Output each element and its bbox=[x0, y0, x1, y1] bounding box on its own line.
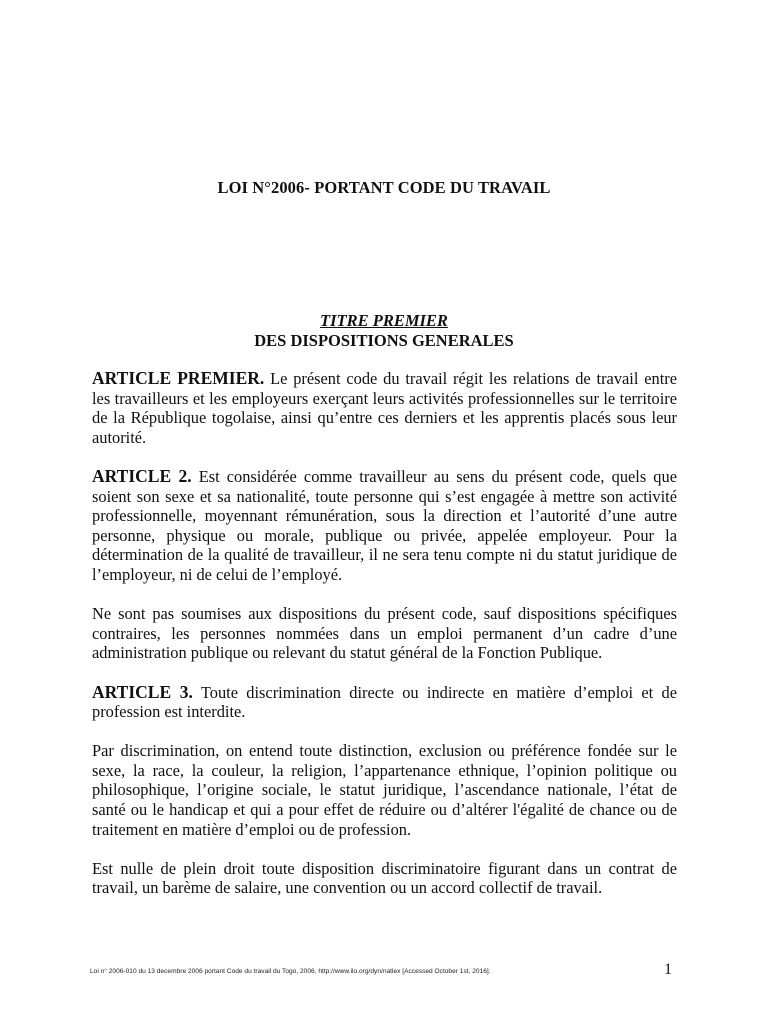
paragraph-text: Est nulle de plein droit toute disposition discriminatoire figurant dans un contrat de travail, un barème de salaire, une convention ou un accord collectif de travail. bbox=[92, 858, 677, 898]
section-heading: TITRE PREMIER bbox=[320, 311, 448, 330]
paragraph-article-3-definition bbox=[92, 741, 677, 839]
paragraph-text: Est considérée comme travailleur au sens du présent code, quels que soient son sexe et sa nationalité, toute personne qui s’est engagée à mettre son activité professionnelle, moyennant rémunération, sous la direction et l’autorité d’une autre personne, physique ou morale, publique ou privée, appelée employeur. Pour la détermination de la qualité de travailleur, il ne sera tenu compte ni du statut juridique de l’employeur, ni de celui de l’employé. bbox=[92, 466, 677, 584]
paragraph-text: Par discrimination, on entend toute distinction, exclusion ou préférence fondée sur le sexe, la race, la couleur, la religion, l’appartenance ethnique, l’opinion politique ou philosophique, l’origine sociale, le statut juridique, l’ascendance nationale, l’état de santé ou le handicap et qui a pour effet de réduire ou d’altérer l'égalité de chance ou de traitement en matière d’emploi ou de profession. bbox=[92, 741, 677, 839]
article-label: ARTICLE 2. bbox=[92, 465, 192, 486]
paragraph-article-2-exclusions bbox=[92, 604, 677, 663]
paragraph-article-3-nullity bbox=[92, 859, 677, 898]
article-label: ARTICLE PREMIER. bbox=[92, 368, 265, 388]
paragraph-article-premier bbox=[92, 369, 677, 447]
page-footer: Loi n° 2006-010 du 13 decembre 2006 portant Code du travail du Togo, 2006, http://www.ilo.org/dyn/natlex [Accessed October 1st, 2016]. bbox=[90, 968, 491, 975]
article-label: ARTICLE 3. bbox=[92, 681, 193, 702]
paragraph-text: Toute discrimination directe ou indirecte en matière d’emploi et de profession est interdite. bbox=[92, 682, 677, 722]
paragraph-article-3 bbox=[92, 683, 677, 722]
section-subheading: DES DISPOSITIONS GENERALES bbox=[254, 331, 514, 350]
paragraph-text: Le présent code du travail régit les relations de travail entre les travailleurs et les employeurs exerçant leurs activités professionnelles sur le territoire de la République togolaise, ainsi qu’entre ces derniers et les apprentis placés sous leur autorité. bbox=[92, 369, 677, 447]
document-title: LOI N°2006- PORTANT CODE DU TRAVAIL bbox=[217, 178, 551, 197]
paragraph-text: Ne sont pas soumises aux dispositions du présent code, sauf dispositions spécifiques contraires, les personnes nommées dans un emploi permanent d’un cadre d’une administration publique ou relevant du statut général de la Fonction Publique. bbox=[92, 604, 677, 663]
paragraph-article-2 bbox=[92, 467, 677, 585]
section-header bbox=[0, 311, 768, 351]
document-body bbox=[92, 369, 677, 918]
page-number: 1 bbox=[664, 961, 672, 978]
